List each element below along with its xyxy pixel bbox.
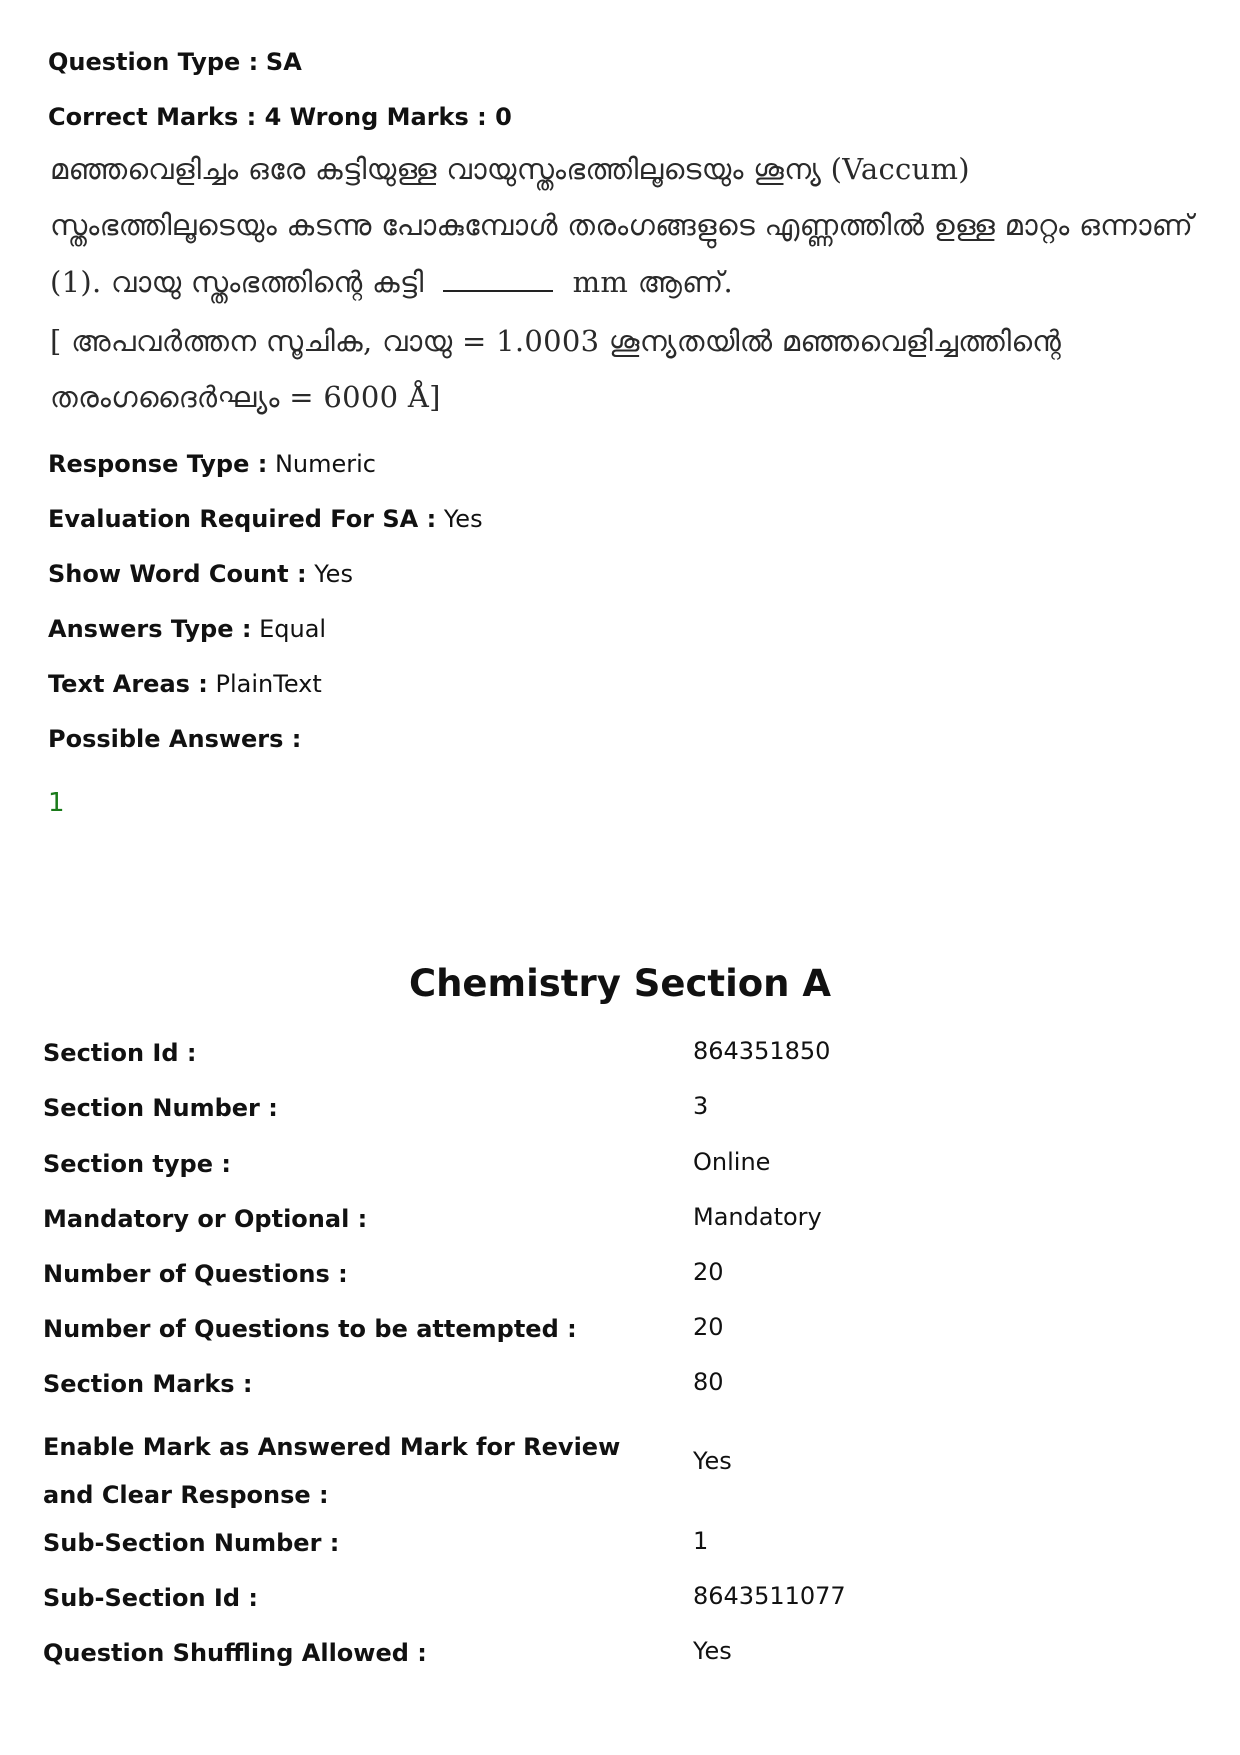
row-label: Section Id : — [43, 1039, 197, 1067]
row-label: Number of Questions to be attempted : — [43, 1315, 577, 1343]
question-type-label: Question Type : — [48, 48, 259, 76]
meta-value: Yes — [314, 560, 353, 588]
row-value: Yes — [693, 1447, 732, 1475]
possible-answers — [48, 723, 301, 755]
meta-label: Text Areas : — [48, 670, 208, 698]
meta-label: Show Word Count : — [48, 560, 307, 588]
row-value: 8643511077 — [693, 1582, 846, 1610]
row-label: Section Number : — [43, 1094, 278, 1122]
meta-value: Numeric — [274, 450, 376, 478]
question-line-2: സ്തംഭത്തിലൂടെയും കടന്നു പോകുമ്പോൾ തരംഗങ്ങളുടെ എണ്ണത്തിൽ ഉള്ള മാറ്റം ഒന്നാണ് — [50, 208, 1194, 242]
question-type-value: SA — [265, 48, 302, 76]
possible-answer-value: 1 — [48, 788, 65, 818]
response-type — [48, 448, 376, 480]
question-line-1: മഞ്ഞവെളിച്ചം ഒരേ കട്ടിയുള്ള വായുസ്തംഭത്തിലൂടെയും ശൂന്യ (Vaccum) — [50, 152, 970, 186]
question-type — [48, 46, 302, 78]
row-label: Number of Questions : — [43, 1260, 348, 1288]
row-label: Mandatory or Optional : — [43, 1205, 368, 1233]
meta-value: Yes — [443, 505, 483, 533]
meta-label: Response Type : — [48, 450, 268, 478]
row-label: Section Marks : — [43, 1370, 253, 1398]
meta-value: PlainText — [215, 670, 322, 698]
question-text — [50, 152, 1194, 432]
evaluation-required — [48, 503, 483, 535]
question-line-5: തരംഗദൈർഘ്യം = 6000 Å] — [50, 380, 441, 414]
row-value: Mandatory — [693, 1203, 822, 1231]
section-title: Chemistry Section A — [408, 962, 832, 1005]
question-line-4: [ അപവർത്തന സൂചിക, വായു = 1.0003 ശൂന്യതയിൽ മഞ്ഞവെളിച്ചത്തിന്റെ — [50, 324, 1062, 358]
answers-type — [48, 613, 326, 645]
marks-text: Correct Marks : 4 Wrong Marks : 0 — [48, 103, 512, 131]
meta-label: Evaluation Required For SA : — [48, 505, 437, 533]
question-line-3 — [50, 264, 733, 300]
row-label: Sub-Section Number : — [43, 1529, 340, 1557]
row-value: 1 — [693, 1527, 709, 1555]
row-value: Yes — [693, 1637, 732, 1665]
row-value: Online — [693, 1148, 771, 1176]
meta-value: Equal — [259, 615, 327, 643]
meta-label: Answers Type : — [48, 615, 252, 643]
row-label: Question Shuffling Allowed : — [43, 1639, 427, 1667]
row-value: 864351850 — [693, 1037, 831, 1065]
row-label: Section type : — [43, 1150, 231, 1178]
row-value: 20 — [693, 1258, 724, 1286]
text-areas — [48, 668, 322, 700]
row-value: 3 — [693, 1092, 709, 1120]
question-line-3-post: mm ആണ്. — [572, 265, 734, 299]
row-label: Enable Mark as Answered Mark for Review and Clear Response : — [43, 1433, 621, 1509]
answer-blank — [443, 264, 553, 292]
row-value: 20 — [693, 1313, 724, 1341]
marks-line — [48, 101, 512, 133]
show-word-count — [48, 558, 353, 590]
row-value: 80 — [693, 1368, 724, 1396]
row-label: Sub-Section Id : — [43, 1584, 258, 1612]
question-line-3-pre: (1). വായു സ്തംഭത്തിന്റെ കട്ടി — [50, 265, 424, 299]
meta-label: Possible Answers : — [48, 725, 302, 753]
